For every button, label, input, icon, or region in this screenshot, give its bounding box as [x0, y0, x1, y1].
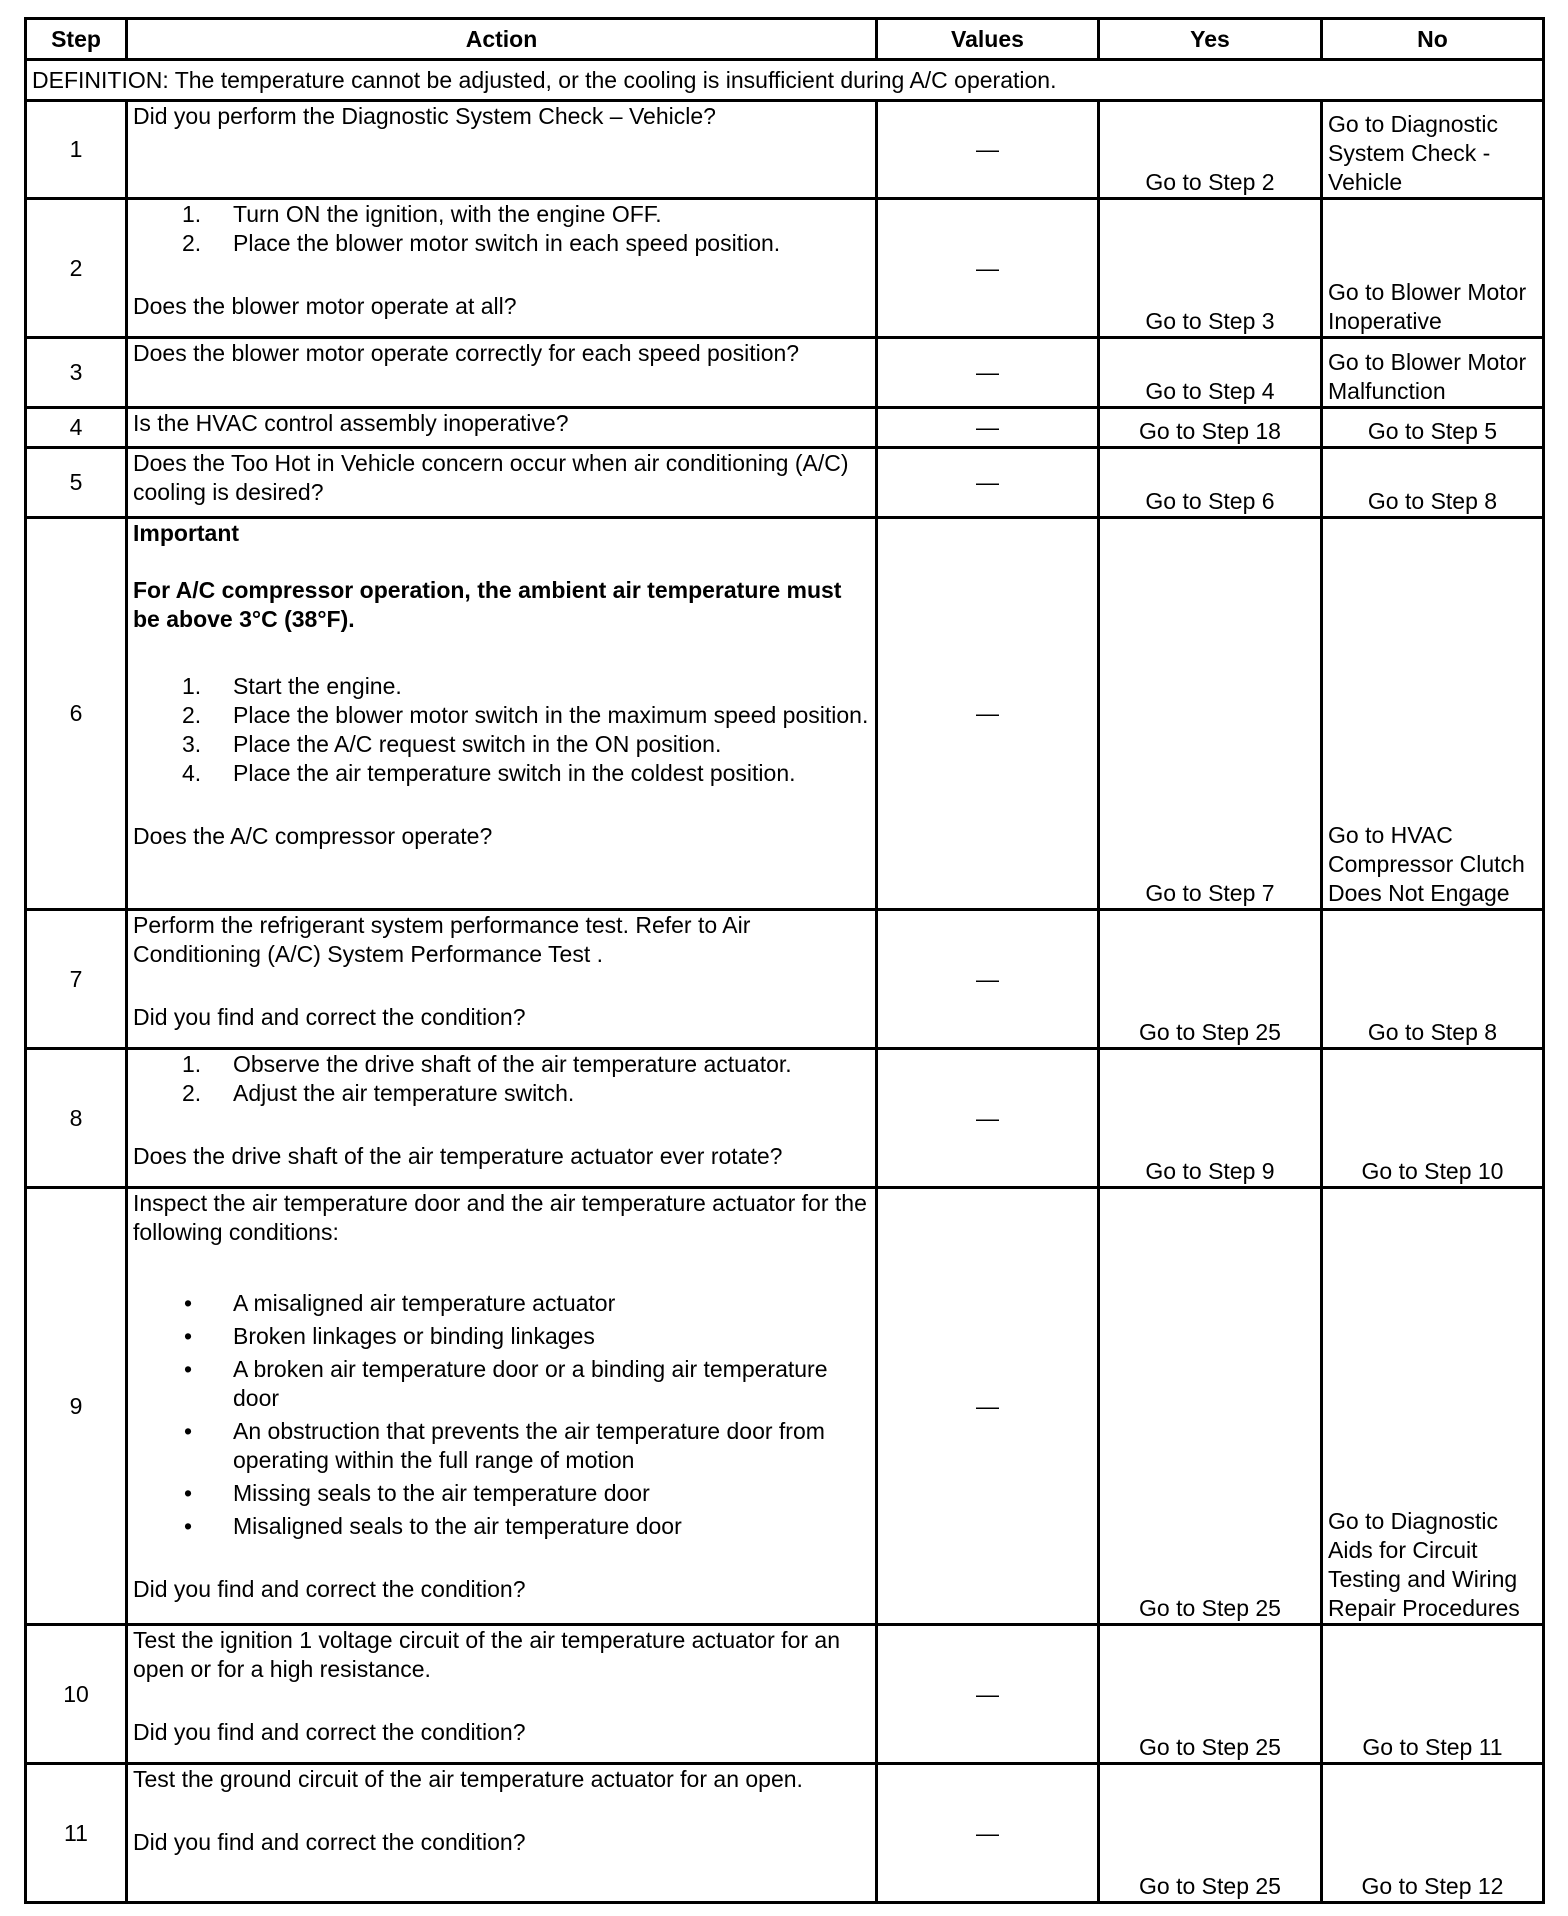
list-item: [133, 1289, 870, 1318]
table-row: [26, 199, 1544, 338]
item-text: Start the engine.: [233, 673, 402, 699]
yes-cell: Go to Step 25: [1099, 1188, 1322, 1625]
item-number: 1.: [182, 201, 202, 227]
no-cell: Go to Step 11: [1322, 1625, 1544, 1764]
step-number: 6: [26, 518, 127, 910]
action-text: Inspect the air temperature door and the air temperature actuator for the following conditions:: [133, 1190, 867, 1245]
action-text: Perform the refrigerant system performance test. Refer to Air Conditioning (A/C) System Performance Test .: [133, 912, 751, 967]
action-text: Does the Too Hot in Vehicle concern occur when air conditioning (A/C) cooling is desired?: [133, 450, 849, 505]
step-number: 7: [26, 910, 127, 1049]
item-text: Place the A/C request switch in the ON position.: [233, 731, 722, 757]
item-number: 3.: [182, 731, 202, 757]
step-number: 5: [26, 448, 127, 518]
values-cell: —: [877, 910, 1099, 1049]
list-item: [133, 1479, 870, 1508]
yes-cell: Go to Step 3: [1099, 199, 1322, 338]
table-row: [26, 448, 1544, 518]
action-cell: [127, 1188, 877, 1625]
yes-cell: Go to Step 25: [1099, 1625, 1322, 1764]
action-text: Is the HVAC control assembly inoperative?: [133, 410, 569, 436]
list-item: [133, 1322, 870, 1351]
yes-cell: Go to Step 2: [1099, 101, 1322, 199]
values-cell: —: [877, 1625, 1099, 1764]
important-note: For A/C compressor operation, the ambient air temperature must be above 3°C (38°F).: [133, 577, 842, 632]
item-text: Missing seals to the air temperature door: [233, 1480, 650, 1506]
yes-cell: Go to Step 4: [1099, 338, 1322, 408]
yes-cell: Go to Step 25: [1099, 1764, 1322, 1903]
list-item: [133, 1079, 870, 1108]
list-item: [133, 200, 870, 229]
item-text: Adjust the air temperature switch.: [233, 1080, 575, 1106]
no-cell: Go to Blower Motor Inoperative: [1322, 199, 1544, 338]
no-cell: Go to Diagnostic System Check - Vehicle: [1322, 101, 1544, 199]
values-cell: —: [877, 518, 1099, 910]
item-text: An obstruction that prevents the air temperature door from operating within the full range of motion: [233, 1418, 825, 1473]
list-item: [133, 229, 870, 258]
yes-cell: Go to Step 25: [1099, 910, 1322, 1049]
diagnostic-table: [24, 17, 1545, 1904]
item-text: Misaligned seals to the air temperature door: [233, 1513, 682, 1539]
table-row: [26, 1764, 1544, 1903]
list-item: [133, 1050, 870, 1079]
item-number: 1.: [182, 673, 202, 699]
no-cell: Go to HVAC Compressor Clutch Does Not Engage: [1322, 518, 1544, 910]
values-cell: —: [877, 408, 1099, 448]
bullet: •: [184, 1356, 193, 1382]
definition-row: [26, 60, 1544, 101]
item-text: Place the blower motor switch in the maximum speed position.: [233, 702, 869, 728]
bullet: •: [184, 1513, 193, 1539]
question-text: Does the A/C compressor operate?: [133, 823, 493, 849]
header-values: Values: [877, 19, 1099, 60]
action-cell: [127, 1049, 877, 1188]
question-text: Does the blower motor operate at all?: [133, 293, 517, 319]
yes-cell: Go to Step 6: [1099, 448, 1322, 518]
action-text: Test the ground circuit of the air temperature actuator for an open.: [133, 1766, 803, 1792]
header-action: Action: [127, 19, 877, 60]
yes-cell: Go to Step 7: [1099, 518, 1322, 910]
no-cell: Go to Step 8: [1322, 448, 1544, 518]
bullet: •: [184, 1290, 193, 1316]
bullet: •: [184, 1480, 193, 1506]
values-cell: —: [877, 1188, 1099, 1625]
no-cell: Go to Diagnostic Aids for Circuit Testing and Wiring Repair Procedures: [1322, 1188, 1544, 1625]
item-number: 2.: [182, 1080, 202, 1106]
table-row: [26, 338, 1544, 408]
values-cell: —: [877, 448, 1099, 518]
list-item: [133, 1417, 870, 1475]
item-number: 2.: [182, 702, 202, 728]
question-text: Did you find and correct the condition?: [133, 1719, 526, 1745]
action-text: Did you perform the Diagnostic System Check – Vehicle?: [133, 103, 716, 129]
no-cell: Go to Step 10: [1322, 1049, 1544, 1188]
no-cell: Go to Step 5: [1322, 408, 1544, 448]
item-number: 1.: [182, 1051, 202, 1077]
action-text: Does the blower motor operate correctly for each speed position?: [133, 340, 800, 366]
bullet: •: [184, 1323, 193, 1349]
values-cell: —: [877, 1049, 1099, 1188]
table-row: [26, 1049, 1544, 1188]
procedure-list: [133, 672, 870, 788]
header-no: No: [1322, 19, 1544, 60]
item-text: A broken air temperature door or a binding air temperature door: [233, 1356, 828, 1411]
action-cell: [127, 408, 877, 448]
action-cell: [127, 338, 877, 408]
step-number: 1: [26, 101, 127, 199]
action-cell: [127, 448, 877, 518]
step-number: 3: [26, 338, 127, 408]
yes-cell: Go to Step 18: [1099, 408, 1322, 448]
step-number: 10: [26, 1625, 127, 1764]
values-cell: —: [877, 1764, 1099, 1903]
conditions-list: [133, 1289, 870, 1541]
item-number: 2.: [182, 230, 202, 256]
question-text: Did you find and correct the condition?: [133, 1576, 526, 1602]
item-text: Turn ON the ignition, with the engine OFF.: [233, 201, 662, 227]
action-cell: [127, 199, 877, 338]
important-heading: Important: [133, 520, 240, 546]
header-row: [26, 19, 1544, 60]
list-item: [133, 730, 870, 759]
action-cell: [127, 1764, 877, 1903]
step-number: 4: [26, 408, 127, 448]
action-text: Test the ignition 1 voltage circuit of the air temperature actuator for an open or for a high resistance.: [133, 1627, 840, 1682]
table-row: [26, 910, 1544, 1049]
item-text: Place the air temperature switch in the coldest position.: [233, 760, 796, 786]
values-cell: —: [877, 101, 1099, 199]
no-cell: Go to Step 8: [1322, 910, 1544, 1049]
header-step: Step: [26, 19, 127, 60]
list-item: [133, 701, 870, 730]
question-text: Did you find and correct the condition?: [133, 1004, 526, 1030]
step-number: 2: [26, 199, 127, 338]
no-cell: Go to Blower Motor Malfunction: [1322, 338, 1544, 408]
table-row: [26, 408, 1544, 448]
question-text: Does the drive shaft of the air temperature actuator ever rotate?: [133, 1143, 783, 1169]
item-number: 4.: [182, 760, 202, 786]
action-cell: [127, 518, 877, 910]
table-row: [26, 101, 1544, 199]
table-row: [26, 1625, 1544, 1764]
yes-cell: Go to Step 9: [1099, 1049, 1322, 1188]
step-number: 11: [26, 1764, 127, 1903]
question-text: Did you find and correct the condition?: [133, 1829, 526, 1855]
no-cell: Go to Step 12: [1322, 1764, 1544, 1903]
item-text: Observe the drive shaft of the air temperature actuator.: [233, 1051, 792, 1077]
action-cell: [127, 910, 877, 1049]
values-cell: —: [877, 338, 1099, 408]
item-text: Place the blower motor switch in each speed position.: [233, 230, 781, 256]
list-item: [133, 759, 870, 788]
list-item: [133, 1355, 870, 1413]
values-cell: —: [877, 199, 1099, 338]
procedure-list: [133, 200, 870, 258]
item-text: A misaligned air temperature actuator: [233, 1290, 616, 1316]
item-text: Broken linkages or binding linkages: [233, 1323, 595, 1349]
action-cell: [127, 1625, 877, 1764]
table-row: [26, 518, 1544, 910]
procedure-list: [133, 1050, 870, 1108]
bullet: •: [184, 1418, 193, 1444]
header-yes: Yes: [1099, 19, 1322, 60]
list-item: [133, 672, 870, 701]
table-row: [26, 1188, 1544, 1625]
action-cell: [127, 101, 877, 199]
list-item: [133, 1512, 870, 1541]
definition-text: DEFINITION: The temperature cannot be adjusted, or the cooling is insufficient during A/C operation.: [26, 60, 1544, 101]
step-number: 9: [26, 1188, 127, 1625]
step-number: 8: [26, 1049, 127, 1188]
